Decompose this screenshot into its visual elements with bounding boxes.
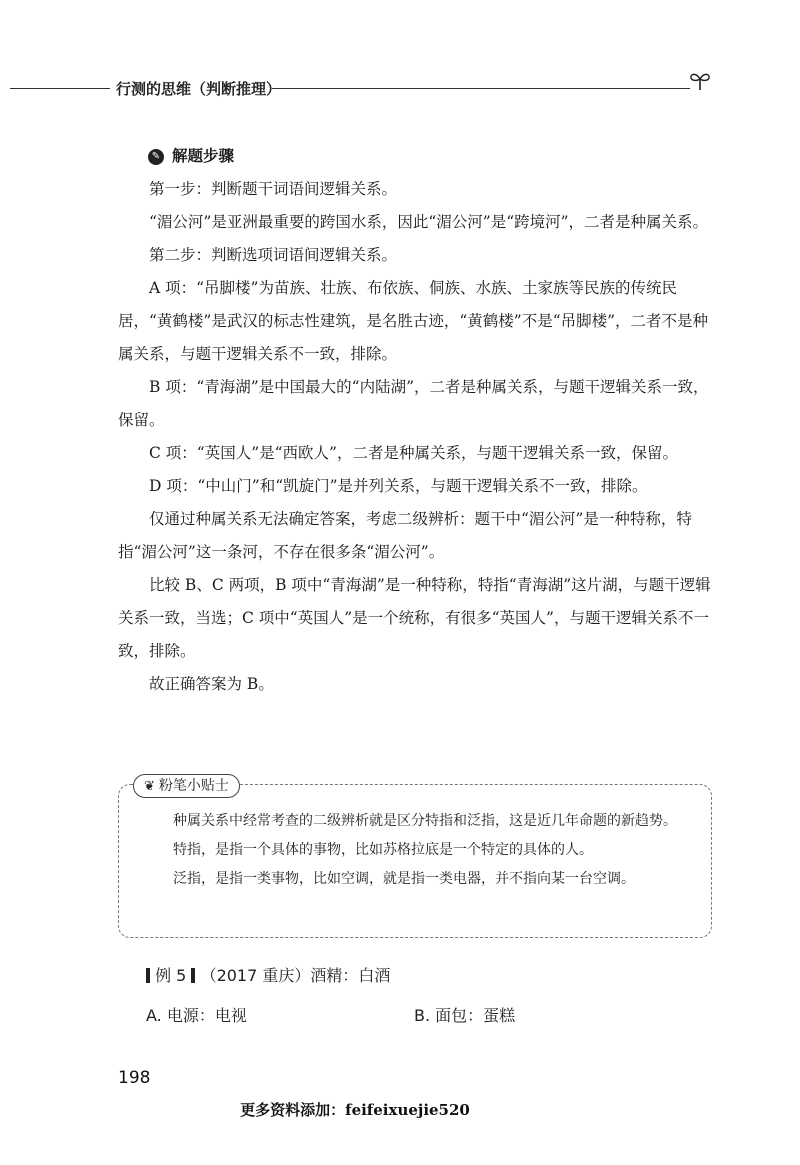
example-question: 酒精：白酒 [310,966,391,985]
paragraph-comparison: 比较 B、C 两项，B 项中“青海湖”是一种特称，特指“青海湖”这片湖，与题干逻辑关系一致，当选；C 项中“英国人”是一个统称，有很多“英国人”，与题干逻辑关系不一致，排除。 [118,576,711,660]
sprout-icon: ❦ [144,779,155,794]
paragraph-option-d: D 项：“中山门”和“凯旋门”是并列关系，与题干逻辑关系不一致，排除。 [149,477,648,495]
footer-note [0,1099,800,1120]
tip-paragraph: 泛指，是指一类事物，比如空调，就是指一类电器，并不指向某一台空调。 [173,871,635,887]
header-rule-right [272,88,690,89]
solution-content [118,140,718,701]
example-options [146,1003,666,1026]
tip-box [118,778,712,938]
paragraph-option-b: B 项：“青海湖”是中国最大的“内陆湖”，二者是种属关系，与题干逻辑关系一致，保留。 [118,378,709,429]
paragraph-stem-relation: “湄公河”是亚洲最重要的跨国水系，因此“湄公河”是“跨境河”，二者是种属关系。 [149,213,709,231]
tip-label-tab [133,774,240,798]
example-bar-left [146,968,150,983]
example-heading [146,963,390,986]
paragraph-option-c: C 项：“英国人”是“西欧人”，二者是种属关系，与题干逻辑关系一致，保留。 [149,444,678,462]
footer-note-text: 更多资料添加：feifeixuejie520 [240,1101,470,1119]
tip-label: 粉笔小贴士 [158,778,229,794]
page-number: 198 [118,1068,151,1088]
tip-paragraph: 种属关系中经常考查的二级辨析就是区分特指和泛指，这是近几年命题的新趋势。 [173,813,677,829]
section-heading [148,140,718,173]
option-a: A. 电源：电视 [146,1006,247,1025]
header-rule-left [10,88,110,89]
paragraph-step1: 第一步：判断题干词语间逻辑关系。 [149,180,398,198]
section-title: 解题步骤 [172,147,235,165]
example-source: （2017 重庆） [200,966,311,985]
paragraph-step2: 第二步：判断选项词语间逻辑关系。 [149,246,398,264]
running-header [0,72,800,102]
tip-body [145,807,685,894]
option-b: B. 面包：蛋糕 [414,1006,516,1025]
header-title: 行测的思维（判断推理） [116,80,282,98]
example-label: 例 5 [155,966,187,985]
tip-paragraph: 特指，是指一个具体的事物，比如苏格拉底是一个特定的具体的人。 [173,842,593,858]
paragraph-answer: 故正确答案为 B。 [149,675,274,693]
example-bar-right [191,968,195,983]
paragraph-secondary-analysis: 仅通过种属关系无法确定答案，考虑二级辨析：题干中“湄公河”是一种特称，特指“湄公河”这一条河，不存在很多条“湄公河”。 [118,510,692,561]
sprout-icon [688,68,712,92]
lightbulb-icon: ✎ [148,149,164,165]
paragraph-option-a: A 项：“吊脚楼”为苗族、壮族、布依族、侗族、水族、土家族等民族的传统民居，“黄鹤楼”是武汉的标志性建筑，是名胜古迹，“黄鹤楼”不是“吊脚楼”，二者不是种属关系，与题干逻辑关系不一致，排除。 [118,279,709,363]
